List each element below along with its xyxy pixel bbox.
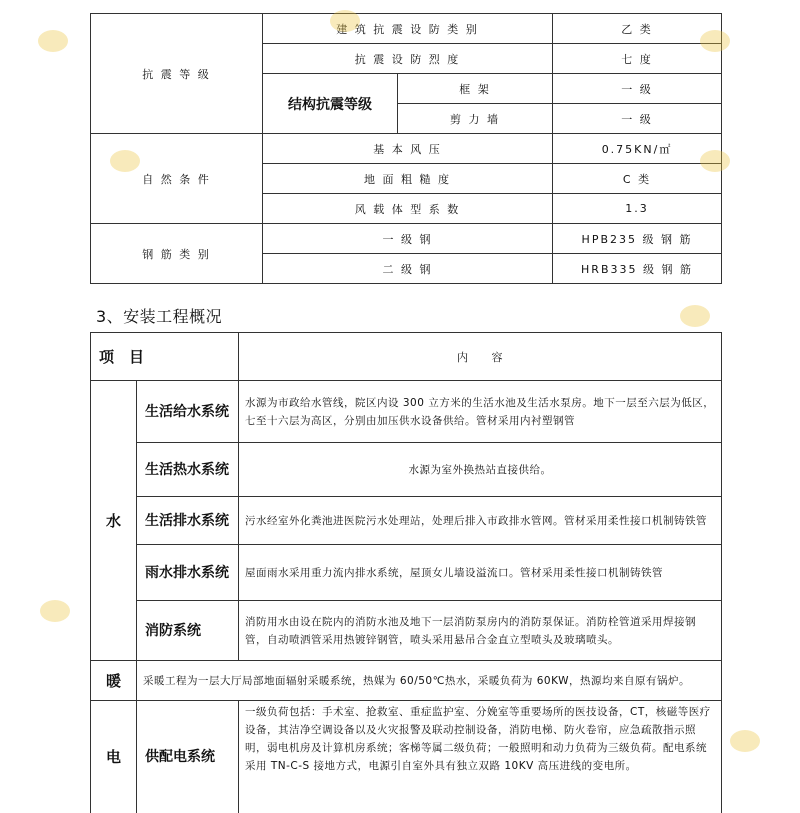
seismic-grade-label: 抗 震 等 级 bbox=[91, 14, 263, 134]
watermark-logo bbox=[38, 30, 68, 54]
heating-content: 采暖工程为一层大厅局部地面辐射采暖系统，热媒为 60/50℃热水，采暖负荷为 60KW，热源均来自原有锅炉。 bbox=[137, 661, 722, 701]
bee-icon bbox=[38, 30, 68, 52]
power-system-name: 供配电系统 bbox=[137, 701, 239, 813]
water-system-content: 水源为市政给水管线，院区内设 300 立方米的生活水池及生活水泵房。地下一层至六层为低区，七至十六层为高区，分别由加压供水设备供给。管材采用内衬塑钢管 bbox=[239, 381, 722, 443]
drainage-system-content: 污水经室外化粪池进医院污水处理站，处理后排入市政排水管网。管材采用柔性接口机制铸铁管 bbox=[239, 497, 722, 545]
wind-pressure-label: 基 本 风 压 bbox=[263, 134, 553, 164]
shape-factor-label: 风 载 体 型 系 数 bbox=[263, 194, 553, 224]
rebar-label: 钢 筋 类 别 bbox=[91, 224, 263, 284]
header-content: 内 容 bbox=[239, 333, 722, 381]
roughness-label: 地 面 粗 糙 度 bbox=[263, 164, 553, 194]
intensity-value: 七 度 bbox=[553, 44, 722, 74]
intensity-label: 抗 震 设 防 烈 度 bbox=[263, 44, 553, 74]
natural-conditions-label: 自 然 条 件 bbox=[91, 134, 263, 224]
watermark-logo bbox=[40, 600, 70, 624]
roughness-value: C 类 bbox=[553, 164, 722, 194]
frame-label: 框 架 bbox=[398, 74, 553, 104]
watermark-logo bbox=[730, 730, 760, 754]
section-heading: 3、安装工程概况 bbox=[96, 307, 223, 326]
power-system-content: 一级负荷包括：手术室、抢救室、重症监护室、分娩室等重要场所的医技设备，CT，核磁等医疗设备，其洁净空调设备以及火灾报警及联动控制设备，消防电梯、防火卷帘，应急疏散指示照明，弱电机房及计算机房系统；客梯等属二级负荷；一般照明和动力负荷为三级负荷。配电系统采用 TN-C-S 接地方式，电源引自室外具有独立双路 10KV 高压进线的变电所。 bbox=[239, 701, 722, 813]
rebar1-label: 一 级 钢 bbox=[263, 224, 553, 254]
building-category-value: 乙 类 bbox=[553, 14, 722, 44]
structure-grade-label: 结构抗震等级 bbox=[263, 74, 398, 134]
bee-icon bbox=[730, 730, 760, 752]
electric-label: 电 bbox=[91, 701, 137, 813]
seismic-params-table bbox=[90, 13, 722, 284]
water-system-name: 生活给水系统 bbox=[137, 381, 239, 443]
fire-system-name: 消防系统 bbox=[137, 601, 239, 661]
shape-factor-value: 1.3 bbox=[553, 194, 722, 224]
rebar2-value: HRB335 级 钢 筋 bbox=[553, 254, 722, 284]
bee-icon bbox=[40, 600, 70, 622]
heating-label: 暖 bbox=[91, 661, 137, 701]
installation-overview-table bbox=[90, 332, 722, 813]
shear-wall-label: 剪 力 墙 bbox=[398, 104, 553, 134]
wind-pressure-value: 0.75KN/㎡ bbox=[553, 134, 722, 164]
shear-wall-value: 一 级 bbox=[553, 104, 722, 134]
bee-icon bbox=[680, 305, 710, 327]
rebar2-label: 二 级 钢 bbox=[263, 254, 553, 284]
hot-water-system-content: 水源为室外换热站直接供给。 bbox=[239, 443, 722, 497]
fire-system-content: 消防用水由设在院内的消防水池及地下一层消防泵房内的消防泵保证。消防栓管道采用焊接钢管，自动喷洒管采用热镀锌钢管，喷头采用悬吊合金直立型喷头及玻璃喷头。 bbox=[239, 601, 722, 661]
rebar1-value: HPB235 级 钢 筋 bbox=[553, 224, 722, 254]
rainwater-system-content: 屋面雨水采用重力流内排水系统，屋顶女儿墙设溢流口。管材采用柔性接口机制铸铁管 bbox=[239, 545, 722, 601]
building-category-label: 建 筑 抗 震 设 防 类 别 bbox=[263, 14, 553, 44]
hot-water-system-name: 生活热水系统 bbox=[137, 443, 239, 497]
header-item: 项 目 bbox=[91, 333, 239, 381]
rainwater-system-name: 雨水排水系统 bbox=[137, 545, 239, 601]
frame-value: 一 级 bbox=[553, 74, 722, 104]
watermark-logo bbox=[680, 305, 710, 329]
drainage-system-name: 生活排水系统 bbox=[137, 497, 239, 545]
water-label: 水 bbox=[91, 381, 137, 661]
